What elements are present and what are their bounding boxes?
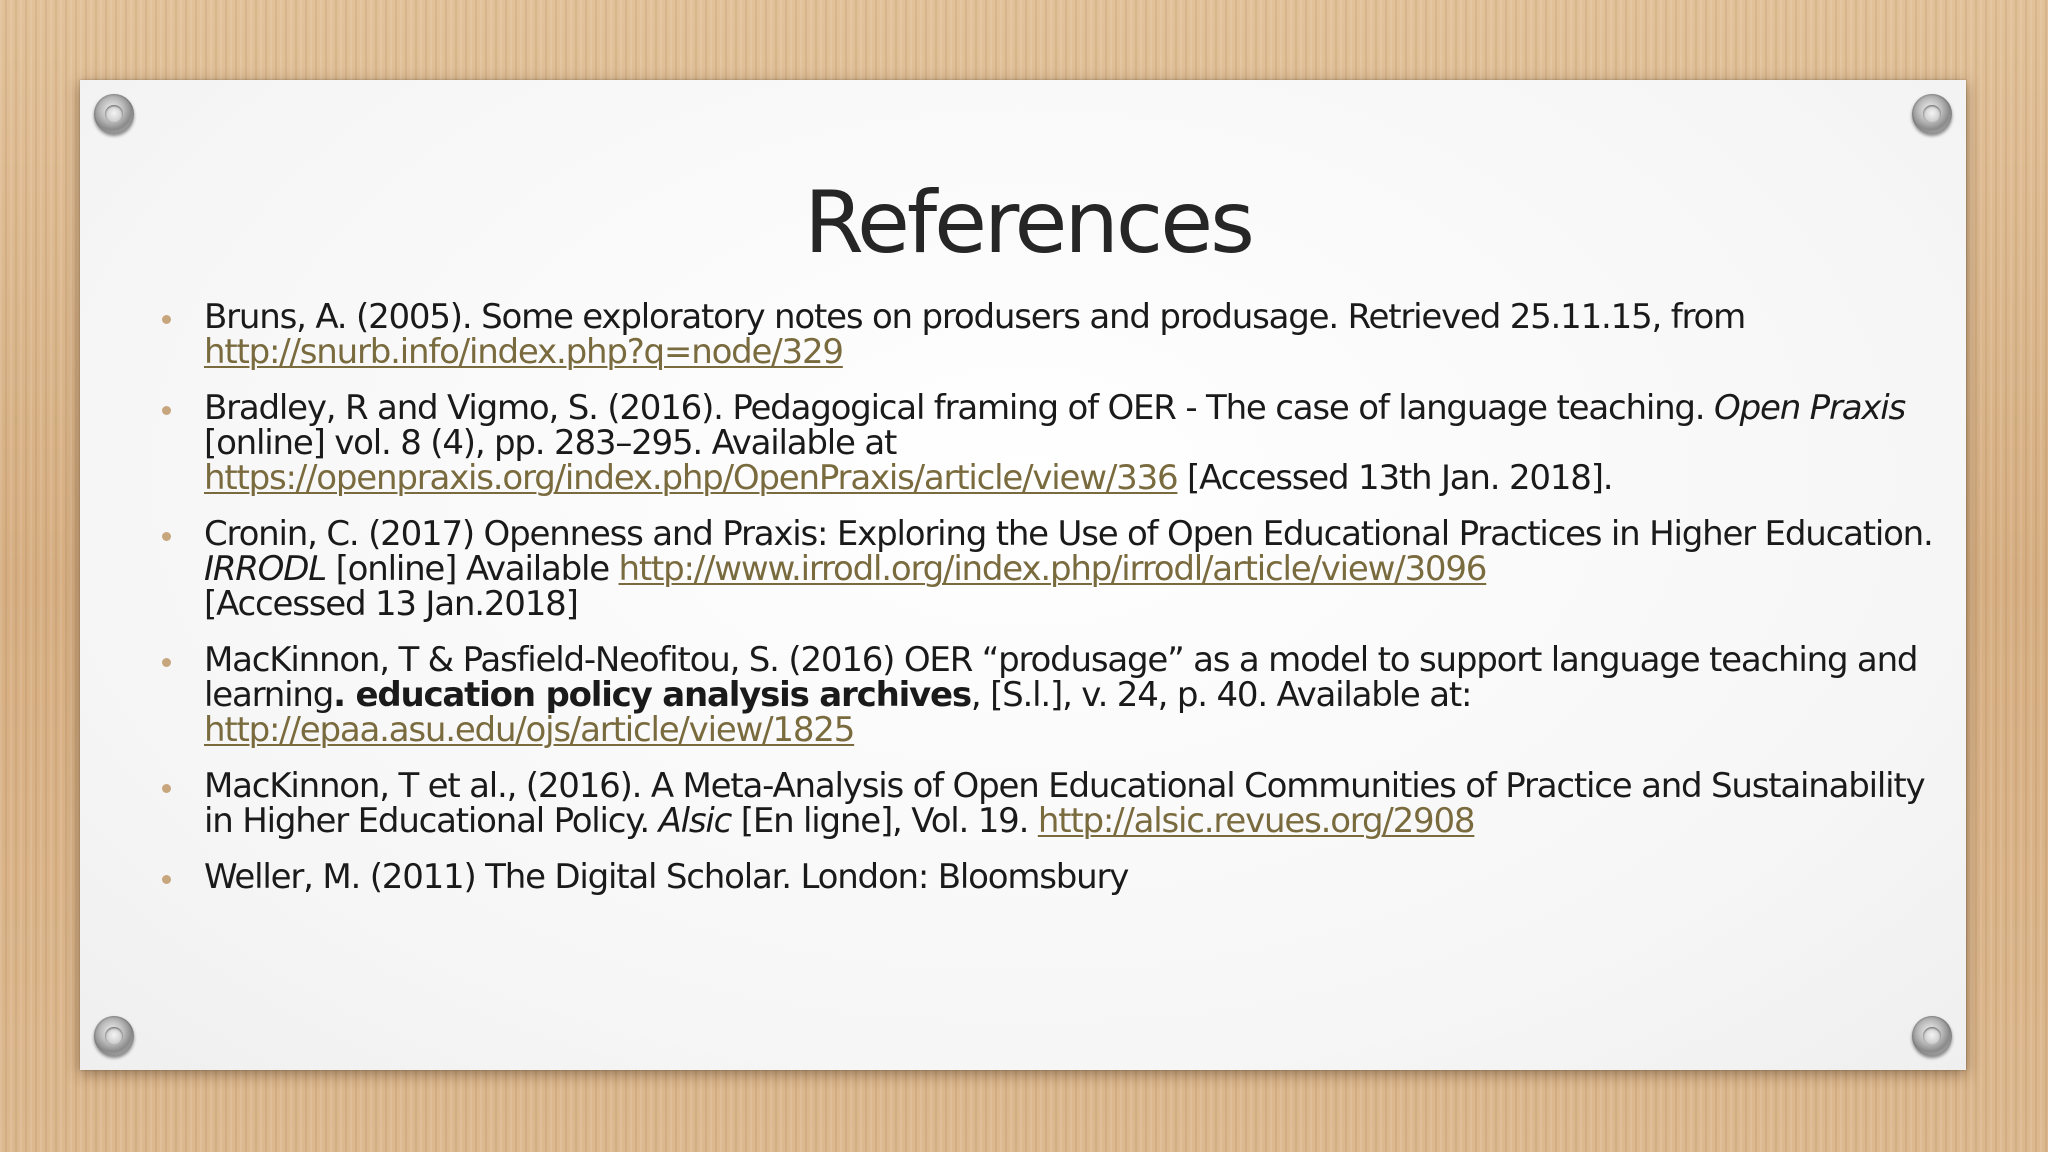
grommet-icon — [94, 1016, 134, 1056]
reference-link[interactable]: http://alsic.revues.org/2908 — [1037, 801, 1475, 841]
reference-text: MacKinnon, T et al., (2016). A Meta-Analysis of Open Educational Communities of Practice and Sustainability in Higher Educational Policy. — [204, 766, 1925, 841]
journal-title: . education policy analysis archives — [333, 675, 971, 715]
reference-text: [En ligne], Vol. 19. — [731, 801, 1038, 841]
grommet-icon — [1912, 1016, 1952, 1056]
journal-title: Alsic — [658, 801, 732, 841]
reference-list — [204, 297, 1944, 916]
reference-text: Weller, M. (2011) The Digital Scholar. London: Bloomsbury — [204, 857, 1129, 897]
reference-item-weller — [204, 857, 1944, 897]
reference-text: Cronin, C. (2017) Openness and Praxis: Exploring the Use of Open Educational Practices in Higher Education. — [204, 514, 1933, 554]
grommet-icon — [1912, 94, 1952, 134]
reference-text: [online] vol. 8 (4), pp. 283–295. Available at — [204, 423, 897, 463]
reference-text: MacKinnon, T & Pasfield-Neofitou, S. (2016) OER “produsage” as a model to support language teaching and learning — [204, 640, 1918, 715]
reference-text: Bruns, A. (2005). Some exploratory notes on produsers and produsage. Retrieved 25.11.15, from — [204, 297, 1746, 337]
reference-link[interactable]: http://www.irrodl.org/index.php/irrodl/article/view/3096 — [618, 549, 1487, 589]
reference-item-mackinnon-2016b — [204, 766, 1944, 841]
slide-title: References — [804, 173, 1252, 273]
slide-card — [80, 80, 1966, 1070]
grommet-icon — [94, 94, 134, 134]
reference-link[interactable]: https://openpraxis.org/index.php/OpenPraxis/article/view/336 — [204, 458, 1178, 498]
reference-item-bruns — [204, 297, 1944, 372]
journal-title: IRRODL — [204, 549, 326, 589]
reference-link[interactable]: http://snurb.info/index.php?q=node/329 — [204, 332, 843, 372]
reference-text: , [S.l.], v. 24, p. 40. Available at: — [970, 675, 1472, 715]
reference-item-mackinnon-2016a — [204, 640, 1944, 750]
reference-text: [Accessed 13th Jan. 2018]. — [1177, 458, 1613, 498]
reference-link[interactable]: http://epaa.asu.edu/ojs/article/view/1825 — [204, 710, 855, 750]
reference-text: [Accessed 13 Jan.2018] — [204, 584, 578, 624]
reference-text: [online] Available — [325, 549, 619, 589]
reference-item-cronin — [204, 514, 1944, 624]
reference-item-bradley — [204, 388, 1944, 498]
journal-title: Open Praxis — [1714, 388, 1906, 428]
reference-text: Bradley, R and Vigmo, S. (2016). Pedagogical framing of OER - The case of language teaching. — [204, 388, 1715, 428]
